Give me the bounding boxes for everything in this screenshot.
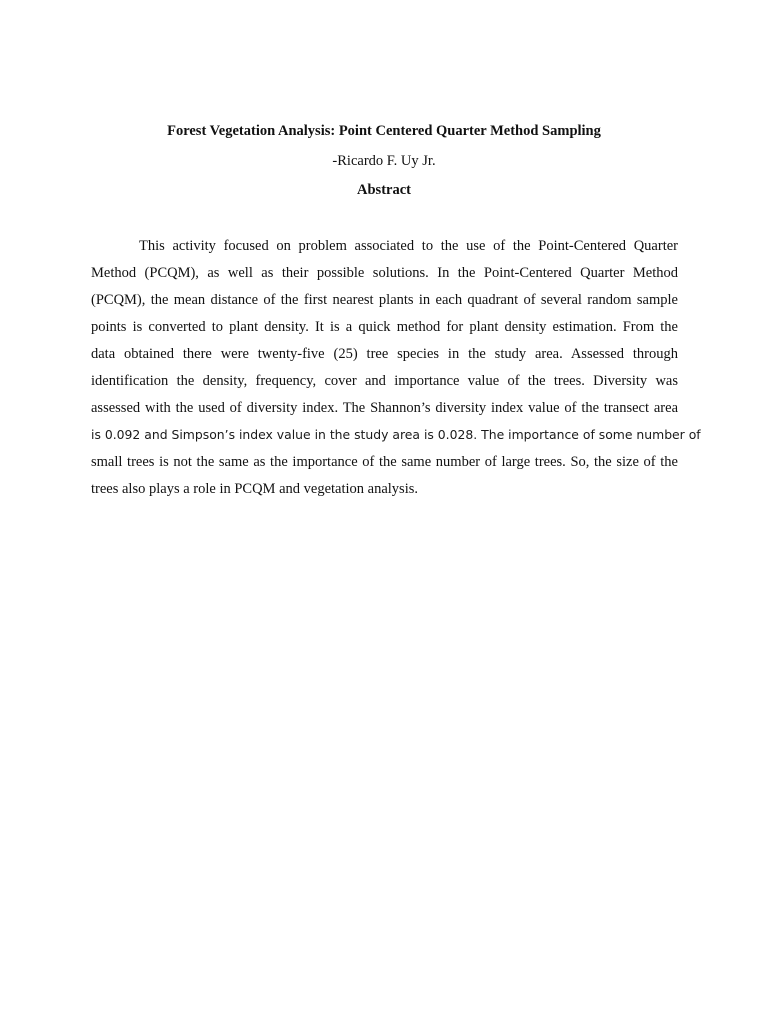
abstract-line: This activity focused on problem associated to the use of the Point-Centered Quarter	[139, 238, 678, 254]
section-heading: Abstract	[357, 182, 411, 198]
author-line: -Ricardo F. Uy Jr.	[332, 153, 436, 169]
abstract-paragraph	[91, 236, 701, 506]
abstract-line: small trees is not the same as the importance of the same number of large trees. So, the size of the	[91, 454, 678, 470]
abstract-line: identification the density, frequency, cover and importance value of the trees. Diversity was	[91, 373, 678, 389]
abstract-line: Method (PCQM), as well as their possible solutions. In the Point-Centered Quarter Method	[91, 265, 678, 281]
abstract-line: data obtained there were twenty-five (25) tree species in the study area. Assessed through	[91, 346, 678, 362]
abstract-line: is 0.092 and Simpson’s index value in the study area is 0.028. The importance of some number of	[91, 427, 701, 442]
document-title: Forest Vegetation Analysis: Point Centered Quarter Method Sampling	[167, 123, 601, 139]
abstract-line: points is converted to plant density. It is a quick method for plant density estimation. From the	[91, 319, 678, 335]
abstract-line: trees also plays a role in PCQM and vegetation analysis.	[91, 481, 418, 497]
abstract-line: assessed with the used of diversity index. The Shannon’s diversity index value of the transect area	[91, 400, 678, 416]
abstract-line: (PCQM), the mean distance of the first nearest plants in each quadrant of several random sample	[91, 292, 678, 308]
